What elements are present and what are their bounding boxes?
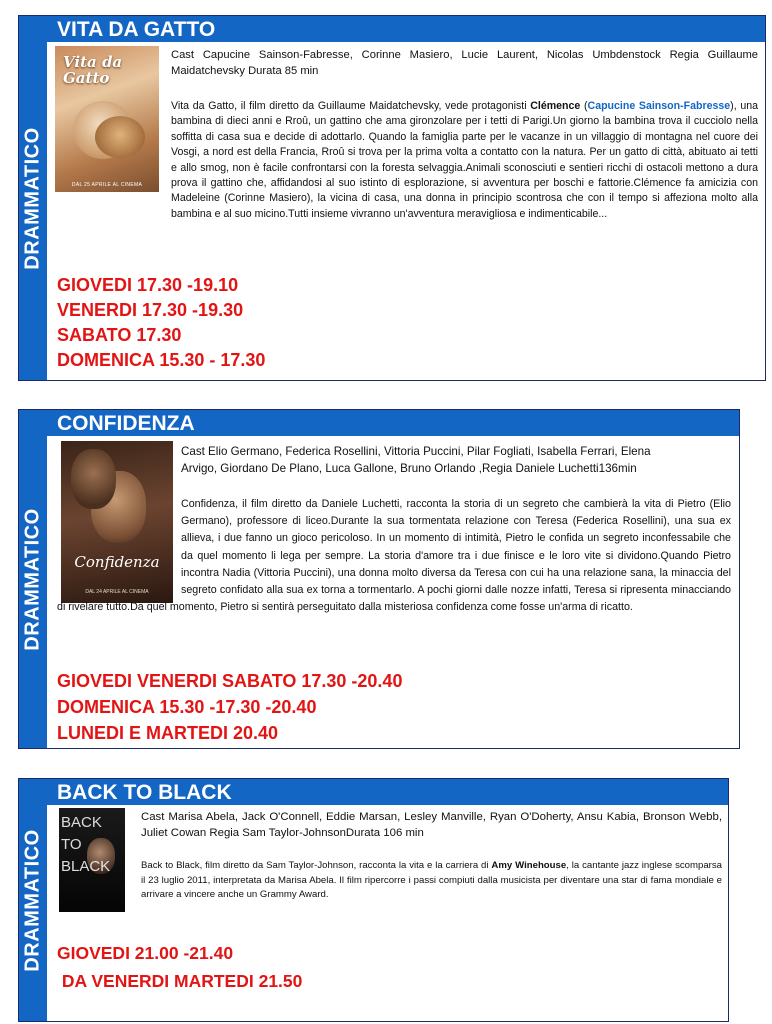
poster-wrap-spacer (57, 496, 181, 596)
showtime: DOMENICA 15.30 -17.30 -20.40 (57, 697, 317, 717)
poster-title-text: Vita da Gatto (63, 53, 123, 87)
genre-sidebar (19, 16, 47, 380)
plot-body: Confidenza, il film diretto da Daniele Luchetti, racconta la storia di un segreto che cambierà la vita di Pietro (Elio Germano), professore di liceo.Durante la sua tormentata relazione con Teresa (Federica Rosellini), una sua ex allieva, i due fanno un gioco pericoloso. In un momento di intimità, Pietro le confida un segreto inconfessabile che da quel momento li lega per sempre. La storia d'amore tra i due finisce e le loro vite si dividono.Quando Pietro incontra Nadia (Vittoria Puccini), una donna molto diversa da Teresa con cui ha una relazione sana, la minaccia del segreto confidato alla sua ex torna a tormentarlo. A pochi giorni dalle nozze infatti, Teresa si ripresenta minacciando di rivelare tutto.Da quel momento, Pietro si sentirà perseguitato dalla misteriosa confidenza come fosse un'arma di ricatto. (57, 498, 731, 614)
poster-caption: DAL 25 APRILE AL CINEMA (71, 182, 143, 188)
genre-sidebar (19, 779, 47, 1021)
poster-title-text: Confidenza (74, 553, 160, 571)
poster-vita-da-gatto (55, 46, 159, 192)
plot-text (57, 496, 731, 616)
plot-text (171, 99, 758, 222)
poster-back-to-black (59, 808, 125, 912)
cast-line: Cast Capucine Sainson-Fabresse, Corinne Masiero, Lucie Laurent, Nicolas Umbdenstock Regia Guillaume Maidatchevsky Durata 85 min (171, 49, 758, 77)
showtime: GIOVEDI VENERDI SABATO 17.30 -20.40 (57, 671, 403, 691)
showtimes (57, 939, 302, 995)
film-title: BACK TO BLACK (47, 779, 728, 805)
showtime: GIOVEDI 17.30 -19.10 (57, 275, 239, 295)
genre-sidebar (19, 410, 47, 748)
showtimes (57, 668, 402, 746)
cast-line: Cast Elio Germano, Federica Rosellini, Vittoria Puccini, Pilar Fogliati, Isabella Ferrari, Elena Arvigo, Giordano De Plano, Luca Gallone, Bruno Orlando ,Regia Daniele Luchetti136min (181, 445, 651, 475)
showtime: VENERDI 17.30 -19.30 (57, 300, 244, 320)
showtime: DA VENERDI MARTEDI 21.50 (57, 971, 303, 991)
film-title: CONFIDENZA (47, 410, 739, 436)
showtime: SABATO 17.30 (57, 325, 182, 345)
plot-text-start: Back to Black, film diretto da Sam Taylor-Johnson, racconta la vita e la carriera di (141, 860, 492, 871)
poster-line: TO (61, 836, 82, 853)
genre-label: DRAMMATICO (21, 507, 44, 651)
genre-label: DRAMMATICO (21, 126, 44, 270)
film-card-confidenza (18, 409, 740, 749)
showtimes (57, 273, 265, 373)
plot-character-name: Clémence (530, 100, 581, 112)
plot-text-start: Vita da Gatto, il film diretto da Guillaume Maidatchevsky, vede protagonisti (171, 100, 531, 112)
film-card-vita-da-gatto (18, 15, 766, 381)
showtime: GIOVEDI 21.00 -21.40 (57, 943, 234, 963)
plot-text (141, 859, 722, 903)
showtime: DOMENICA 15.30 - 17.30 (57, 350, 266, 370)
plot-text-rest: ), una bambina di dieci anni e Rroû, un gattino che ama gironzolare per i tetti di Parigi.Un giorno la bambina trova il cucciolo nella soffitta di casa sua e decide di adottarlo. Quando la famiglia parte per le vacanze in un villaggio di montagna nel cuore dei Vosgi, a nord est della Francia, Rroû si trova per la prima volta a contatto con la natura. Per un gatto di città, abituato ai tetti e allo smog, non è facile confrontarsi con la foresta selvaggia.Animali sconosciuti e sentieri ricchi di ostacoli mettono a dura prova il gattino che, affidandosi al suo istinto di esplorazione, si avventura per boschi e fattorie.Clémence fa amicizia con Madeleine (Corinne Masiero), la vicina di casa, una donna in principio scontrosa che con il tempo si affeziona molto alla bambina e al suo micino.Tutti insieme vivranno un'avventura meravigliosa e indimenticabile... (171, 100, 758, 220)
poster-caption: DAL 24 APRILE AL CINEMA (85, 589, 149, 595)
plot-actor-name: Capucine Sainson-Fabresse (587, 100, 731, 112)
poster-line: BLACK (61, 858, 111, 875)
genre-label: DRAMMATICO (21, 828, 44, 972)
film-card-back-to-black (18, 778, 729, 1022)
plot-text-rest: , la cantante jazz inglese scomparsa il 23 luglio 2011, interpretata da Marisa Abela. Il film ripercorre i passi compiuti dalla musicista per diventare una star di fama mondiale e arrivare a vincere anche un Grammy Award. (141, 860, 723, 900)
poster-line: BACK (61, 814, 102, 831)
plot-paren: ( (580, 100, 588, 112)
film-title: VITA DA GATTO (47, 16, 765, 42)
plot-artist-name: Amy Winehouse (491, 860, 567, 871)
showtime: LUNEDI E MARTEDI 20.40 (57, 723, 279, 743)
cast-line: Cast Marisa Abela, Jack O'Connell, Eddie Marsan, Lesley Manville, Ryan O'Doherty, Ansu Kabia, Bronson Webb, Juliet Cowan Regia Sam Taylor-JohnsonDurata 106 min (141, 811, 722, 839)
